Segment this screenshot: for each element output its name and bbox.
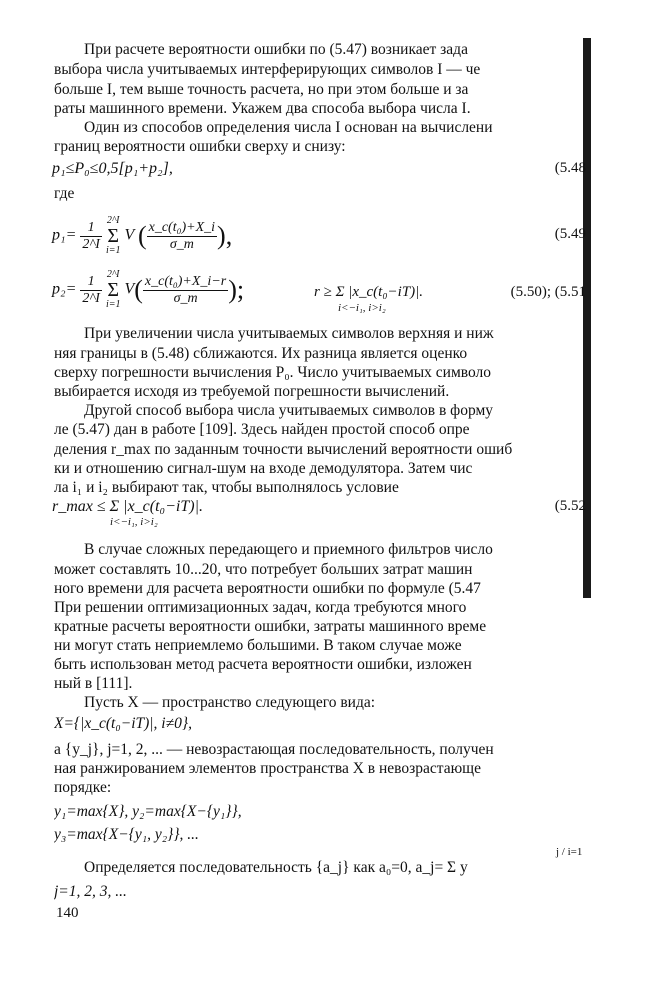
text-line: Определяется последовательность {a_j} как a₀=0, a_j= Σ y [84,859,468,876]
text-line: быть использован метод расчета вероятности ошибки, изложен [54,656,472,673]
function-v: V [124,280,135,298]
text-line: ла i₁ и i₂ выбирают так, чтобы выполнялось условие [54,479,399,496]
equation-body: p₁≤P₀≤0,5[p₁+p₂], [52,160,173,177]
fraction: $\frac{1}{2\^{}I}$ [82,219,100,252]
text-line: границ вероятности ошибки сверху и снизу: [54,138,346,155]
text-line: Другой способ выбора числа учитываемых символов в форму [84,402,494,419]
text-line: выбора числа учитываемых интерферирующих символов I — че [54,61,481,78]
equation-y3: y₃=max{X−{y₁, y₂}}, ... [54,826,199,843]
text-line: ни могут стать неприемлемо большими. В таком случае може [54,637,462,654]
text-line: а {y_j}, j=1, 2, ... — невозрастающая последовательность, получен [54,741,494,758]
text-line: ная ранжированием элементов пространства X в невозрастающе [54,760,481,777]
inner-fraction: $\frac{\text{x\_c(t₀)+X\_i−r}}{\sigma\_m}$ [144,273,227,306]
function-v: V [124,226,134,244]
equation-number: (5.49 [554,226,586,242]
equation-5-52 [52,484,586,532]
fraction: $\frac{1}{2\^{}I}$ [82,273,100,306]
text-line: порядке: [54,779,112,796]
text-line: ный в [111]. [54,675,133,692]
text-line: ного времени для расчета вероятности ошибки по формуле (5.47 [54,580,481,597]
text-line: сверху погрешности вычисления P₀. Число учитываемых символо [54,364,492,381]
sum-symbol: 2^I Σ i=1 [105,215,121,256]
text-line: может составлять 10...20, что потребует больших затрат машин [54,561,473,578]
text-line: ле (5.47) дан в работе [109]. Здесь найден простой способ опре [54,421,470,438]
text-line: j=1, 2, 3, ... [54,883,127,900]
text-line: деления r_max по заданным точности вычислений вероятности ошиб [54,441,513,458]
equation-body: r_max ≤ Σ |x_c(t₀−iT)|. [52,498,203,515]
equation-y1: y₁=max{X}, y₂=max{X−{y₁}}, [54,803,242,820]
text-line: При расчете вероятности ошибки по (5.47) возникает зада [84,41,468,58]
page-number: 140 [56,905,79,921]
equation-lhs: p₂= [52,280,77,298]
equation-number: (5.52 [554,498,586,514]
text-line: кратные расчеты вероятности ошибки, затраты машинного време [54,618,487,635]
text-line: ки и отношению сигнал-шум на входе демодулятора. Затем чис [54,460,473,477]
text-line: В случае сложных передающего и приемного фильтров число [84,541,493,558]
equation-lhs: p₁= [52,226,77,244]
sum-symbol: 2^I Σ i=1 [105,269,121,310]
equation-rhs: r ≥ Σ |x_c(t₀−iT)|. [314,284,424,300]
text-line: Пусть X — пространство следующего вида: [84,694,376,711]
text-line: При решении оптимизационных задач, когда требуются много [54,599,467,616]
text-line: раты машинного времени. Укажем два способа выбора числа I. [54,100,471,117]
text-line: где [54,185,75,202]
text-line: няя границы в (5.48) сближаются. Их разница является оценко [54,345,468,362]
text-line: Один из способов определения числа I основан на вычислени [84,119,493,136]
sum-limits: j / i=1 [556,846,583,858]
text-line: больше I, тем выше точность расчета, но при этом больше и за [54,81,469,98]
sum-limits: i<−i₁, i>i₂ [110,516,158,528]
equation-number: (5.48 [554,160,586,176]
text-line: выбирается исходя из требуемой погрешности вычислений. [54,383,450,400]
inner-fraction: $\frac{\text{x\_c(t₀)+X\_i}}{\sigma\_m}$ [148,219,216,252]
equation-number: (5.50); (5.51 [510,284,586,300]
equation-5-49: p₁= $\frac{1}{2\^{}I}$ 2^I Σ i=1 V ( $\frac{\text{x\_c(t₀)+X\_i}}{\sigma\_m}$ ), (5.49 [52,215,586,256]
equation-5-50-5-51: p₂= $\frac{1}{2\^{}I}$ 2^I Σ i=1 V( $\frac{\text{x\_c(t₀)+X\_i−r}}{\sigma\_m}$ ); r ≥ Σ |x_c(t₀−iT)|. i<−i₁, i>i₂ (5.50); (5.51 [52,269,586,314]
sum-limits: i<−i₁, i>i₂ [338,302,386,314]
equation-x: X={|x_c(t₀−iT)|, i≠0}, [54,715,192,732]
text-line: При увеличении числа учитываемых символов верхняя и ниж [84,325,494,342]
